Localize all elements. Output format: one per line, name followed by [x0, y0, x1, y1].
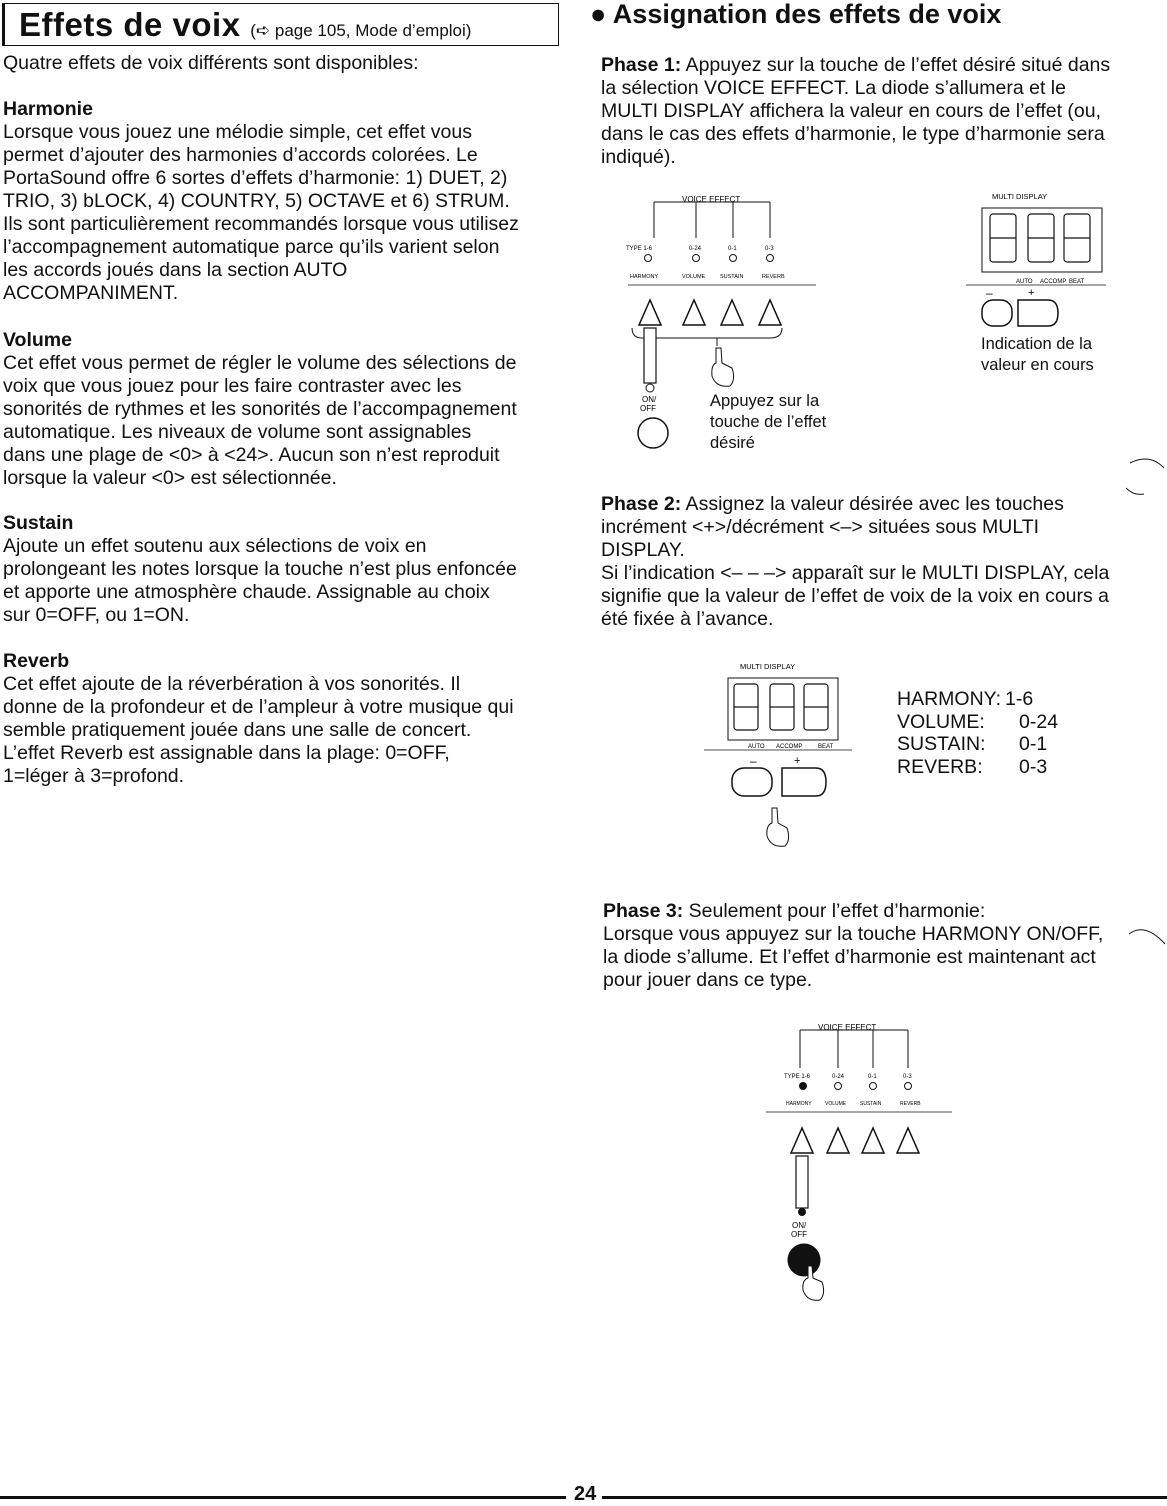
text-line: été fixée à l’avance.: [601, 608, 774, 630]
legend-row: [897, 711, 1062, 734]
led-reverb: [767, 255, 774, 262]
seven-segment-digits: [734, 684, 828, 730]
plus-label: +: [1028, 287, 1035, 299]
text-line: signifie que la valeur de l’effet de voix de la voix en cours a: [601, 585, 1110, 607]
legend-range: 1-6: [1005, 688, 1034, 710]
text-line: TRIO, 3) bLOCK, 4) COUNTRY, 5) OCTAVE et 6) STRUM.: [3, 190, 510, 212]
section-heading-sustain: Sustain: [3, 512, 74, 534]
footer-rule-right: [600, 1496, 1167, 1499]
text-line: Assignez la valeur désirée avec les touches: [681, 493, 1064, 515]
text-line: MULTI DISPLAY affichera la valeur en cours de l’effet (ou,: [601, 100, 1102, 122]
section-heading-volume: Volume: [3, 329, 72, 351]
text-line: dans une plage de <0> à <24>. Aucun son n’est reproduit: [3, 444, 500, 466]
range-label: TYPE 1-6: [784, 1074, 811, 1080]
phase3-text: [603, 900, 1143, 992]
range-label: TYPE 1-6: [626, 246, 653, 252]
range-label: 0-3: [765, 246, 774, 252]
legend-name: REVERB:: [897, 755, 983, 778]
text-line: sur 0=OFF, ou 1=ON.: [3, 604, 190, 626]
section-body-reverb: [3, 673, 563, 788]
effect-name: SUSTAIN: [720, 274, 744, 280]
decrement-button[interactable]: [982, 300, 1012, 326]
caption-line: Appuyez sur la: [710, 392, 820, 410]
text-line: Cet effet vous permet de régler le volume des sélections de: [3, 352, 517, 374]
display-label: AUTO: [1016, 279, 1033, 285]
legend-row: [897, 733, 1062, 756]
led-sustain: [730, 255, 737, 262]
text-line: PortaSound offre 6 sortes d’effets d’harmonie: 1) DUET, 2): [3, 167, 508, 189]
section-heading-harmonie: Harmonie: [3, 98, 93, 120]
text-line: automatique. Les niveaux de volume sont assignables: [3, 421, 472, 443]
text-line: semble pratiquement jouée dans une salle de concert.: [3, 719, 472, 741]
section-body-harmonie: [3, 121, 563, 305]
multi-display-diagram-2: [700, 660, 860, 850]
minus-label: –: [750, 754, 757, 768]
led-harmony: [645, 255, 652, 262]
effect-name: SUSTAIN: [860, 1101, 882, 1107]
text-line: Cet effet ajoute de la réverbération à vos sonorités. Il: [3, 673, 461, 695]
page-title-text: Effets de voix: [19, 6, 241, 43]
page-reference: (➪ page 105, Mode d’emploi): [250, 21, 472, 40]
display-label: AUTO: [748, 744, 765, 750]
triangle-button-sustain[interactable]: [721, 300, 743, 325]
section-title-box: [2, 3, 559, 46]
section-heading-reverb: Reverb: [3, 650, 70, 672]
legend-row: [897, 688, 1062, 711]
led-harmony-lit: [800, 1083, 807, 1090]
text-line: l’accompagnement automatique parce qu’ils varient selon: [3, 236, 500, 258]
decrement-button[interactable]: [732, 768, 772, 796]
text-line: les accords joués dans la section AUTO: [3, 259, 348, 281]
effect-name: VOLUME: [825, 1101, 847, 1107]
caption-line: Indication de la: [981, 335, 1092, 353]
text-line: Seulement pour l’effet d’harmonie:: [683, 900, 986, 922]
text-line: ACCOMPANIMENT.: [3, 282, 179, 304]
text-line: sonorités de rythmes et les sonorités de l’accompagnement: [3, 398, 517, 420]
increment-button[interactable]: [1018, 300, 1058, 326]
effect-range-legend: [897, 688, 1062, 778]
legend-name: HARMONY:: [897, 688, 1002, 710]
caption-line: désiré: [710, 434, 755, 452]
phase2-label: Phase 2:: [601, 493, 682, 515]
caption-line: touche de l’effet: [710, 413, 827, 431]
text-line: dans le cas des effets d’harmonie, le type d’harmonie sera: [601, 123, 1105, 145]
range-label: 0-24: [832, 1074, 845, 1080]
range-label: 0-3: [903, 1074, 912, 1080]
text-line: incrément <+>/décrément <–> situées sous MULTI: [601, 516, 1040, 538]
voice-effect-panel-diagram-lit: [760, 1016, 960, 1306]
voice-effect-label: VOICE EFFECT: [818, 1023, 877, 1032]
footer-rule-left: [0, 1496, 566, 1499]
margin-mark-icon: [1125, 920, 1167, 960]
display-label: BEAT: [818, 744, 834, 750]
text-line: la diode s’allume. Et l’effet d’harmonie est maintenant act: [603, 946, 1096, 968]
page-title: [5, 4, 558, 51]
range-label: 0-1: [868, 1074, 877, 1080]
triangle-button-volume[interactable]: [683, 300, 705, 325]
increment-button[interactable]: [782, 768, 826, 796]
text-line: Lorsque vous jouez une mélodie simple, cet effet vous: [3, 121, 472, 143]
section-body-sustain: [3, 535, 563, 627]
triangle-button-harmony[interactable]: [791, 1128, 813, 1153]
text-line: 1=léger à 3=profond.: [3, 765, 185, 787]
text-line: indiqué).: [601, 146, 676, 168]
triangle-button-harmony[interactable]: [639, 300, 661, 325]
onoff-lever: [796, 1156, 808, 1208]
triangle-button-reverb[interactable]: [897, 1128, 919, 1153]
led-sustain: [870, 1083, 877, 1090]
legend-row: [897, 756, 1062, 779]
text-line: prolongeant les notes lorsque la touche n’est plus enfoncée: [3, 558, 517, 580]
phase1-label: Phase 1:: [601, 54, 682, 76]
display-label: BEAT: [1069, 279, 1085, 285]
multi-display-diagram: [960, 188, 1110, 333]
multi-display-label: MULTI DISPLAY: [740, 662, 796, 671]
led-volume: [835, 1083, 842, 1090]
minus-label: –: [986, 286, 993, 300]
effect-name: HARMONY: [786, 1101, 812, 1107]
plus-label: +: [794, 755, 801, 767]
margin-mark-icon: [1120, 448, 1167, 508]
onoff-button[interactable]: [638, 418, 668, 448]
seven-segment-digits: [990, 214, 1090, 262]
display-label: ACCOMP: [1040, 279, 1067, 285]
page-number: 24: [568, 1483, 602, 1506]
section-body-volume: [3, 352, 563, 490]
legend-range: 0-1: [1019, 733, 1048, 755]
text-line: Ils sont particulièrement recommandés lorsque vous utilisez: [3, 213, 519, 235]
effect-name: HARMONY: [630, 274, 659, 280]
led-volume: [693, 255, 700, 262]
text-line: pour jouer dans ce type.: [603, 969, 813, 991]
onoff-label-on: ON/: [642, 395, 657, 404]
legend-name: VOLUME:: [897, 710, 985, 733]
text-line: Lorsque vous appuyez sur la touche HARMONY ON/OFF,: [603, 923, 1104, 945]
triangle-button-sustain[interactable]: [862, 1128, 884, 1153]
effect-name: VOLUME: [682, 274, 706, 280]
text-line: Appuyez sur la touche de l’effet désiré situé dans: [681, 54, 1111, 76]
legend-range: 0-3: [1019, 755, 1048, 778]
text-line: la sélection VOICE EFFECT. La diode s’allumera et le: [601, 77, 1066, 99]
text-line: donne de la profondeur et de l’ampleur à votre musique qui: [3, 696, 514, 718]
multi-display-label: MULTI DISPLAY: [992, 192, 1048, 201]
phase3-label: Phase 3:: [603, 900, 684, 922]
onoff-lever: [644, 328, 656, 383]
effect-name: REVERB: [762, 274, 785, 280]
text-line: L’effet Reverb est assignable dans la plage: 0=OFF,: [3, 742, 450, 764]
phase1-text: [601, 54, 1161, 169]
onoff-label-on: ON/: [792, 1221, 807, 1230]
legend-range: 0-24: [1019, 710, 1059, 733]
effect-name: REVERB: [900, 1101, 921, 1107]
pointing-hand-icon: [767, 808, 789, 846]
text-line: lorsque la valeur <0> est sélectionnée.: [3, 467, 337, 489]
onoff-label-off: OFF: [640, 404, 656, 413]
caption-line: valeur en cours: [981, 356, 1094, 374]
onoff-led-lit: [798, 1208, 806, 1216]
text-line: Si l’indication <– – –> apparaît sur le MULTI DISPLAY, cela: [601, 562, 1110, 584]
caption-current-value: [981, 334, 1094, 376]
right-section-title: ● Assignation des effets de voix: [590, 0, 1002, 29]
text-line: permet d’ajouter des harmonies d’accords colorées. Le: [3, 144, 478, 166]
text-line: DISPLAY.: [601, 539, 685, 561]
triangle-button-volume[interactable]: [827, 1128, 849, 1153]
triangle-button-reverb[interactable]: [759, 300, 781, 325]
onoff-button-pressed[interactable]: [788, 1244, 820, 1276]
text-line: Ajoute un effet soutenu aux sélections de voix en: [3, 535, 427, 557]
display-frame: [728, 678, 838, 740]
onoff-label-off: OFF: [791, 1230, 807, 1239]
led-reverb: [905, 1083, 912, 1090]
voice-effect-label: VOICE EFFECT: [682, 195, 741, 204]
range-label: 0-24: [689, 246, 702, 252]
text-line: et apporte une atmosphère chaude. Assignable au choix: [3, 581, 490, 603]
phase2-text: [601, 493, 1161, 631]
legend-name: SUSTAIN:: [897, 733, 986, 755]
caption-press-effect: [710, 391, 826, 454]
range-label: 0-1: [728, 246, 737, 252]
pointing-hand-icon: [712, 348, 734, 386]
display-label: ACCOMP: [776, 744, 803, 750]
intro-text: Quatre effets de voix différents sont disponibles:: [3, 52, 419, 74]
text-line: voix que vous jouez pour les faire contraster avec les: [3, 375, 462, 397]
